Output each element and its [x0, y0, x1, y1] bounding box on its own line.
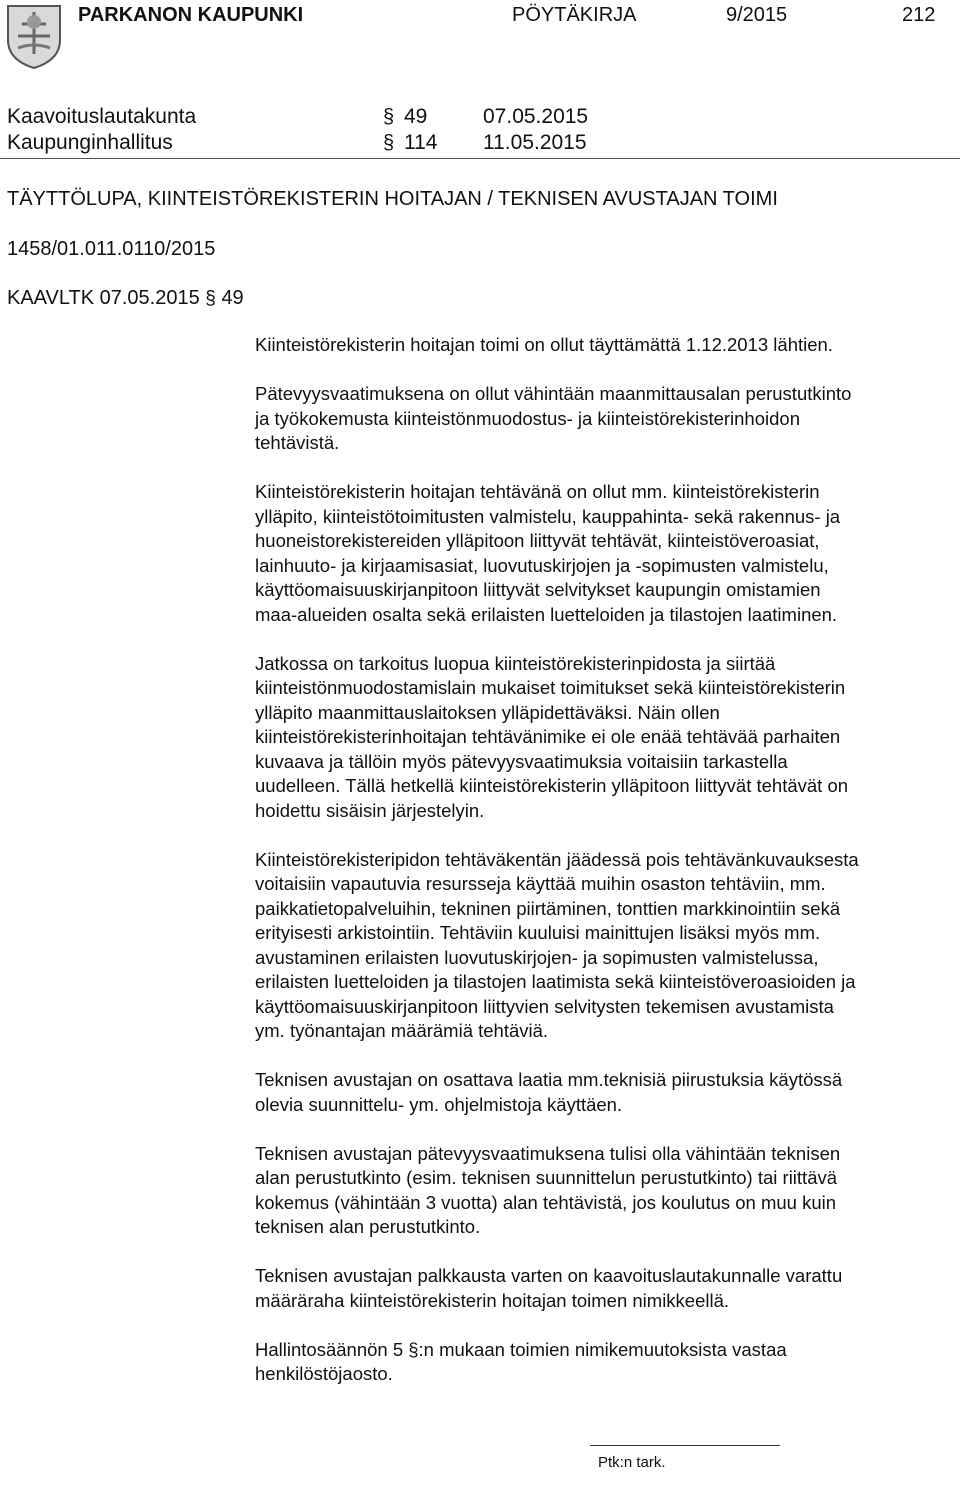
document-number: 9/2015 — [726, 4, 788, 26]
page-number: 212 — [902, 4, 936, 26]
paragraph-line: alan perustutkinto (esim. teknisen suunnittelun perustutkinto) tai riittävä — [255, 1167, 838, 1188]
body-paragraph — [255, 848, 955, 1044]
meeting-body: Kaupunginhallitus — [7, 131, 173, 154]
paragraph-line: avustaminen erilaisten luovutuskirjojen- ja sopimusten valmistelussa, — [255, 946, 819, 968]
coat-of-arms-logo — [4, 2, 64, 70]
paragraph-line: maa-alueiden osalta sekä erilaisten luetteloiden ja tilastojen laatiminen. — [255, 603, 838, 625]
paragraph-line: ja työkokemusta kiinteistönmuodostus- ja kiinteistörekisterinhoidon — [255, 407, 800, 429]
body-paragraph — [255, 1264, 955, 1313]
paragraph-line: kiinteistönmuodostamislain mukaiset toimitukset sekä kiinteistörekisterin — [255, 677, 846, 698]
section-icon: § — [383, 132, 395, 154]
paragraph-line: voitaisiin vapautuvia resursseja käyttää muihin osaston tehtäviin, mm. — [255, 873, 826, 894]
kaavltk-section: 49 — [221, 287, 244, 309]
organization-name: PARKANON KAUPUNKI — [78, 4, 304, 26]
footer-divider — [590, 1445, 780, 1446]
meeting-date: 07.05.2015 — [483, 105, 589, 128]
paragraph-line: paikkatietopalveluihin, tekninen piirtäminen, tonttien markkinointiin sekä — [255, 897, 841, 919]
paragraph-line: Teknisen avustajan on osattava laatia mm.teknisiä piirustuksia käytössä — [255, 1069, 843, 1090]
paragraph-line: hoidettu sisäisin järjestelyin. — [255, 799, 485, 821]
meeting-section: 49 — [404, 105, 428, 128]
paragraph-line: kuvaava ja tällöin myös pätevyysvaatimuksia voitaisiin tarkastella — [255, 750, 788, 772]
paragraph-line: ym. työnantajan määrämiä tehtäviä. — [255, 1020, 549, 1041]
body-paragraph — [255, 480, 955, 627]
meeting-section: 114 — [404, 131, 438, 154]
paragraph-line: erityisesti arkistointiin. Tehtäviin kuuluisi mainittujen lisäksi myös mm. — [255, 922, 821, 943]
paragraph-line: Kiinteistörekisteripidon tehtäväkentän jäädessä pois tehtävänkuvauksesta — [255, 848, 859, 870]
body-paragraph — [255, 652, 955, 824]
body-paragraph — [255, 1068, 955, 1117]
paragraph-line: huoneistorekistereiden ylläpitoon liittyvät tehtävät, kiinteistöveroasiat, — [255, 530, 820, 551]
paragraph-line: Teknisen avustajan pätevyysvaatimuksena tulisi olla vähintään teknisen — [255, 1142, 841, 1164]
paragraph-line: Jatkossa on tarkoitus luopua kiinteistörekisterinpidosta ja siirtää — [255, 652, 776, 674]
paragraph-line: uudelleen. Tällä hetkellä kiinteistörekisterin ylläpitoon liittyvät tehtävät on — [255, 775, 849, 796]
paragraph-line: Teknisen avustajan palkkausta varten on kaavoituslautakunnalle varattu — [255, 1265, 843, 1286]
document-body — [255, 333, 955, 1411]
paragraph-line: ylläpito, kiinteistötoimitusten valmistelu, kauppahinta- sekä rakennus- ja — [255, 505, 841, 527]
document-title: TÄYTTÖLUPA, KIINTEISTÖREKISTERIN HOITAJAN / TEKNISEN AVUSTAJAN TOIMI — [7, 188, 778, 210]
kaavltk-reference — [7, 285, 244, 312]
paragraph-line: määräraha kiinteistörekisterin hoitajan toimen nimikkeellä. — [255, 1289, 730, 1311]
paragraph-line: tehtävistä. — [255, 432, 340, 453]
minutes-checker-label: Ptk:n tark. — [598, 1454, 666, 1471]
document-type: PÖYTÄKIRJA — [512, 4, 637, 26]
paragraph-line: olevia suunnittelu- ym. ohjelmistoja käyttäen. — [255, 1093, 623, 1115]
kaavltk-label: KAAVLTK 07.05.2015 — [7, 287, 200, 309]
body-paragraph — [255, 1338, 955, 1387]
paragraph-line: teknisen alan perustutkinto. — [255, 1216, 481, 1237]
paragraph-line: kiinteistörekisterinhoitajan tehtävänimike ei ole enää tehtävää parhaiten — [255, 726, 841, 747]
body-paragraph — [255, 333, 955, 358]
paragraph-line: Kiinteistörekisterin hoitajan toimi on ollut täyttämättä 1.12.2013 lähtien. — [255, 334, 833, 355]
paragraph-line: käyttöomaisuuskirjanpitoon liittyvät selvitykset kaupungin omistamien — [255, 579, 821, 600]
header-divider — [0, 158, 960, 159]
paragraph-line: ylläpito maanmittauslaitoksen ylläpidettäväksi. Näin ollen — [255, 701, 720, 723]
paragraph-line: erilaisten luetteloiden ja tilastojen laatimista sekä kiinteistöveroasioiden ja — [255, 971, 856, 992]
body-paragraph — [255, 382, 955, 456]
paragraph-line: Hallintosäännön 5 §:n mukaan toimien nimikemuutoksista vastaa — [255, 1338, 787, 1360]
section-icon: § — [383, 106, 395, 128]
paragraph-line: Kiinteistörekisterin hoitajan tehtävänä on ollut mm. kiinteistörekisterin — [255, 481, 820, 502]
paragraph-line: käyttöomaisuuskirjanpitoon liittyvien selvitysten tekemisen avustamista — [255, 995, 834, 1017]
paragraph-line: lainhuuto- ja kirjaamisasiat, luovutuskirjojen ja -sopimusten valmistelu, — [255, 554, 829, 576]
body-paragraph — [255, 1142, 955, 1240]
paragraph-line: Pätevyysvaatimuksena on ollut vähintään maanmittausalan perustutkinto — [255, 383, 852, 404]
diary-number: 1458/01.011.0110/2015 — [7, 238, 216, 260]
meeting-body: Kaavoituslautakunta — [7, 105, 197, 128]
paragraph-line: kokemus (vähintään 3 vuotta) alan tehtävistä, jos koulutus on muu kuin — [255, 1191, 837, 1213]
paragraph-line: henkilöstöjaosto. — [255, 1363, 393, 1384]
meeting-date: 11.05.2015 — [483, 131, 587, 154]
section-icon: § — [205, 288, 216, 309]
